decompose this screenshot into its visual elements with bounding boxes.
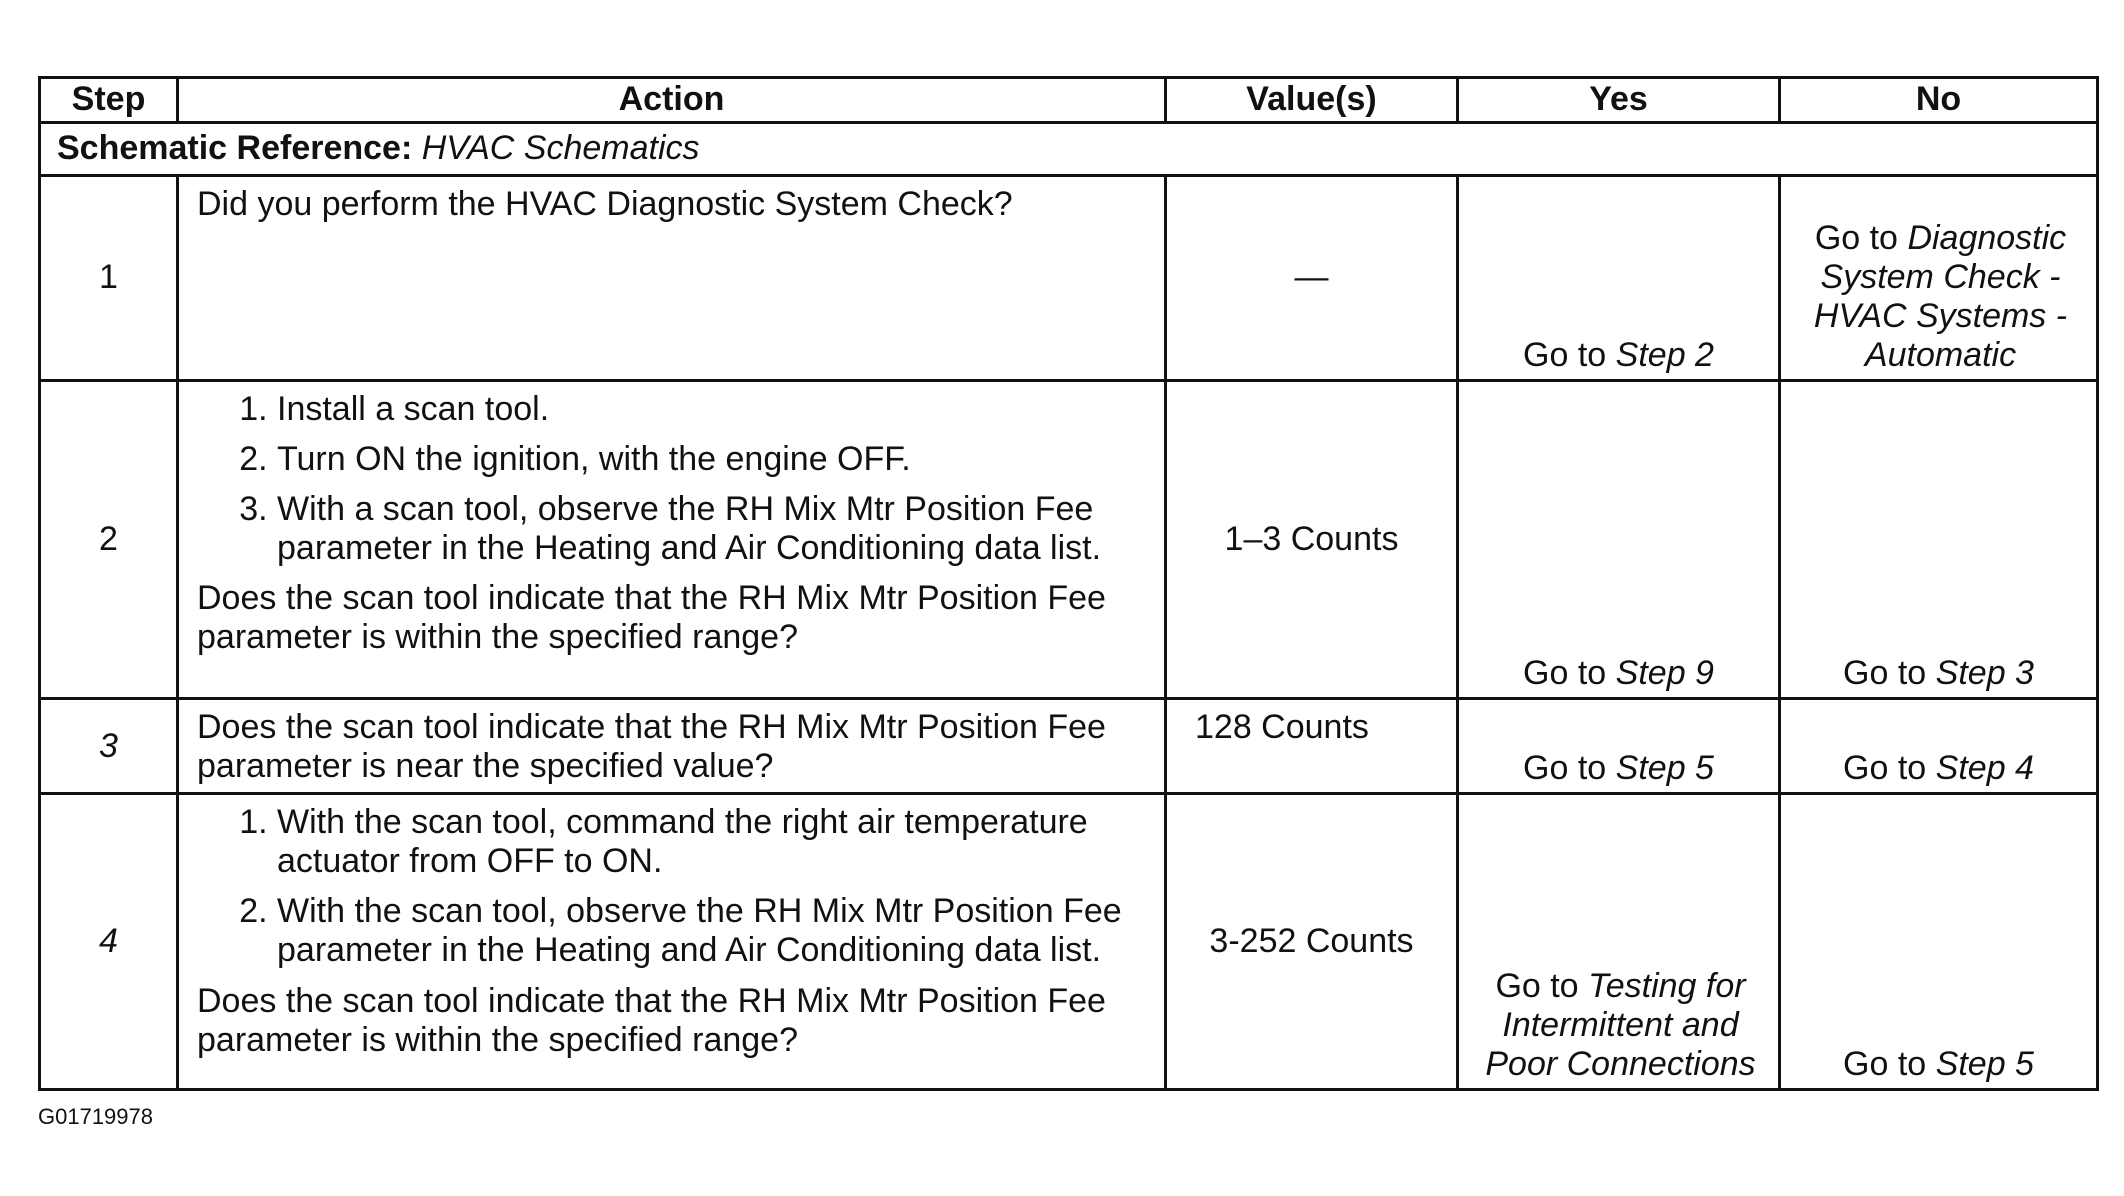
yes-link[interactable]: Step 2	[1615, 335, 1714, 374]
header-row	[40, 78, 2098, 123]
header-step: Step	[40, 78, 178, 123]
yes-prefix: Go to	[1523, 749, 1607, 788]
value-cell: —	[1166, 176, 1458, 381]
yes-cell	[1458, 176, 1780, 381]
no-cell	[1780, 794, 2098, 1090]
yes-cell	[1458, 381, 1780, 699]
action-question: Does the scan tool indicate that the RH Mix Mtr Position Fee parameter is within the specified range?	[197, 579, 1106, 657]
action-cell	[178, 176, 1166, 381]
no-prefix: Go to	[1843, 653, 1927, 692]
value-cell: 3-252 Counts	[1166, 794, 1458, 1090]
step-number: 1	[40, 176, 178, 381]
no-link[interactable]: Step 3	[1935, 653, 2034, 692]
substep-list	[197, 390, 1150, 568]
yes-prefix: Go to	[1495, 966, 1579, 1005]
table-row	[40, 176, 2098, 381]
schematic-reference-link[interactable]: HVAC Schematics	[421, 129, 700, 168]
no-cell	[1780, 176, 2098, 381]
no-prefix: Go to	[1843, 749, 1927, 788]
step-number: 2	[40, 381, 178, 699]
substep-list	[197, 803, 1150, 970]
diagnostic-table	[38, 76, 2099, 1091]
value-cell: 1–3 Counts	[1166, 381, 1458, 699]
header-values: Value(s)	[1166, 78, 1458, 123]
no-link[interactable]: Step 5	[1935, 1045, 2034, 1084]
step-number: 3	[40, 699, 178, 794]
yes-cell	[1458, 699, 1780, 794]
step-number: 4	[40, 794, 178, 1090]
yes-prefix: Go to	[1523, 335, 1607, 374]
action-question: Did you perform the HVAC Diagnostic System Check?	[197, 185, 1013, 223]
action-cell	[178, 794, 1166, 1090]
no-prefix: Go to	[1843, 1045, 1927, 1084]
substep-item: 3. With a scan tool, observe the RH Mix Mtr Position Fee parameter in the Heating and Air Conditioning data list.	[277, 490, 1150, 568]
figure-id: G01719978	[38, 1104, 153, 1129]
schematic-reference-cell	[40, 123, 2098, 176]
table-row	[40, 794, 2098, 1090]
header-yes: Yes	[1458, 78, 1780, 123]
yes-link[interactable]: Step 5	[1615, 749, 1714, 788]
no-cell	[1780, 381, 2098, 699]
value-cell: 128 Counts	[1166, 699, 1458, 794]
yes-prefix: Go to	[1523, 653, 1607, 692]
table-row	[40, 381, 2098, 699]
yes-link[interactable]: Testing for Intermittent and Poor Connections	[1485, 966, 1756, 1084]
action-cell	[178, 381, 1166, 699]
action-question: Does the scan tool indicate that the RH Mix Mtr Position Fee parameter is near the specified value?	[197, 708, 1106, 786]
yes-cell	[1458, 794, 1780, 1090]
no-cell	[1780, 699, 2098, 794]
no-link[interactable]: Diagnostic System Check - HVAC Systems - Automatic	[1813, 218, 2068, 374]
table-row	[40, 699, 2098, 794]
action-cell	[178, 699, 1166, 794]
substep-item: 1. With the scan tool, command the right air temperature actuator from OFF to ON.	[277, 803, 1150, 881]
header-no: No	[1780, 78, 2098, 123]
yes-link[interactable]: Step 9	[1615, 653, 1714, 692]
schematic-reference-label: Schematic Reference:	[57, 129, 413, 168]
substep-item: 1. Install a scan tool.	[277, 390, 1150, 429]
header-action: Action	[178, 78, 1166, 123]
action-question: Does the scan tool indicate that the RH Mix Mtr Position Fee parameter is within the specified range?	[197, 981, 1106, 1059]
substep-item: 2. Turn ON the ignition, with the engine OFF.	[277, 440, 1150, 479]
no-link[interactable]: Step 4	[1935, 749, 2034, 788]
substep-item: 2. With the scan tool, observe the RH Mix Mtr Position Fee parameter in the Heating and Air Conditioning data list.	[277, 892, 1150, 970]
no-prefix: Go to	[1814, 218, 1898, 257]
schematic-reference-row	[40, 123, 2098, 176]
